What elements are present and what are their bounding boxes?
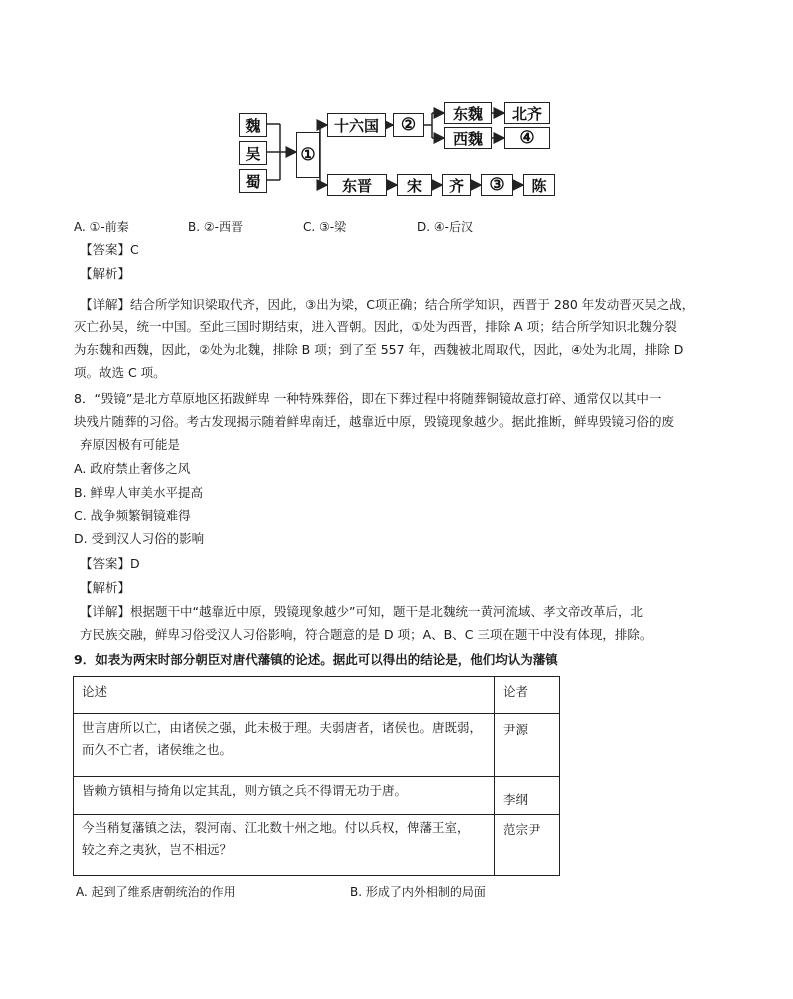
node-beiqi: 北齐 xyxy=(504,102,550,124)
q9-stem: 9．如表为两宋时部分朝臣对唐代藩镇的论述。据此可以得出的结论是，他们均认为藩镇 xyxy=(74,652,558,667)
q7-detail-line: 灭亡孙吴，统一中国。至此三国时期结束，进入晋朝。因此，①处为西晋，排除 A 项；结合所学知识北魏分裂 xyxy=(74,319,677,334)
q8-option-b[interactable]: B. 鲜卑人审美水平提高 xyxy=(74,485,204,500)
q7-answer: 【答案】C xyxy=(80,242,139,257)
q8-detail-line: 【详解】根据题干中“越靠近中原，毁镜现象越少”可知，题干是北魏统一黄河流域、孝文帝改革后，北 xyxy=(80,604,643,619)
dynasty-diagram xyxy=(0,0,793,210)
table-header-statement: 论述 xyxy=(82,684,108,699)
node-4: ④ xyxy=(504,127,550,149)
table-cell-line: 皆赖方镇相与掎角以定其乱，则方镇之兵不得谓无功于唐。 xyxy=(82,783,408,798)
node-dongjin: 东晋 xyxy=(327,174,387,196)
table-header-author: 论者 xyxy=(503,684,529,699)
node-song: 宋 xyxy=(397,174,432,196)
q9-option-b[interactable]: B. 形成了内外相制的局面 xyxy=(350,885,486,899)
table-row xyxy=(74,713,494,765)
node-wu: 吴 xyxy=(239,141,267,165)
table-row xyxy=(74,813,494,865)
q7-analysis-label: 【解析】 xyxy=(80,266,131,281)
q7-detail-line: 为东魏和西魏，因此，②处为北魏，排除 B 项；到了至 557 年，西魏被北周取代，因此，④处为北周，排除 D xyxy=(74,342,684,357)
table-row xyxy=(74,776,494,806)
q8-option-d[interactable]: D. 受到汉人习俗的影响 xyxy=(74,531,205,546)
table-cell-line: 世言唐所以亡，由诸侯之强，此未极于理。夫弱唐者，诸侯也。唐既弱， xyxy=(82,720,483,735)
q7-detail-line: 【详解】结合所学知识梁取代齐，因此，③出为梁，C项正确；结合所学知识，西晋于 280 年发动晋灭吴之战， xyxy=(80,297,695,312)
q7-option-b[interactable]: B. ②-西晋 xyxy=(188,220,243,234)
table-cell-author: 尹源 xyxy=(503,722,529,737)
q7-option-d[interactable]: D. ④-后汉 xyxy=(417,220,473,234)
q8-detail-line: 方民族交融，鲜卑习俗受汉人习俗影响，符合题意的是 D 项；A、B、C 三项在题干中没有体现，排除。 xyxy=(80,627,653,642)
node-1: ① xyxy=(296,132,320,178)
q8-stem-line: 块残片随葬的习俗。考古发现揭示随着鲜卑南迁，越靠近中原，毁镜现象越少。据此推断，鲜卑毁镜习俗的废 xyxy=(74,414,675,429)
q9-table xyxy=(73,676,560,876)
q8-analysis-label: 【解析】 xyxy=(80,580,131,595)
node-qi: 齐 xyxy=(442,174,471,196)
q8-option-c[interactable]: C. 战争频繁铜镜难得 xyxy=(74,508,191,523)
q7-option-a[interactable]: A. ①-前秦 xyxy=(74,220,129,234)
q8-option-a[interactable]: A. 政府禁止奢侈之风 xyxy=(74,461,191,476)
table-cell-line: 今当稍复藩镇之法，裂河南、江北数十州之地。付以兵权，俾藩王室， xyxy=(82,820,470,835)
node-xiwei: 西魏 xyxy=(444,127,492,149)
q7-option-c[interactable]: C. ③-梁 xyxy=(303,220,347,234)
table-cell-author: 范宗尹 xyxy=(503,822,541,837)
q9-option-a[interactable]: A. 起到了维系唐朝统治的作用 xyxy=(76,885,236,899)
q8-answer: 【答案】D xyxy=(80,556,140,571)
q7-detail-line: 项。故选 C 项。 xyxy=(74,365,166,380)
node-dongwei: 东魏 xyxy=(444,102,492,124)
q8-stem-line: 弃原因极有可能是 xyxy=(80,437,181,452)
node-wei: 魏 xyxy=(239,113,267,137)
node-2: ② xyxy=(393,113,424,137)
node-3: ③ xyxy=(481,174,513,196)
q8-stem-line: 8．“毁镜”是北方草原地区拓跋鲜卑 一种特殊葬俗，即在下葬过程中将随葬铜镜故意打碎、通常仅以其中一 xyxy=(74,391,662,406)
table-cell-line: 较之弃之夷狄，岂不相远？ xyxy=(82,842,233,857)
node-shiliuguo: 十六国 xyxy=(327,113,386,137)
table-cell-author: 李纲 xyxy=(503,792,529,807)
node-chen: 陈 xyxy=(523,174,555,196)
node-shu: 蜀 xyxy=(239,169,267,193)
table-cell-line: 而久不亡者，诸侯维之也。 xyxy=(82,742,233,757)
